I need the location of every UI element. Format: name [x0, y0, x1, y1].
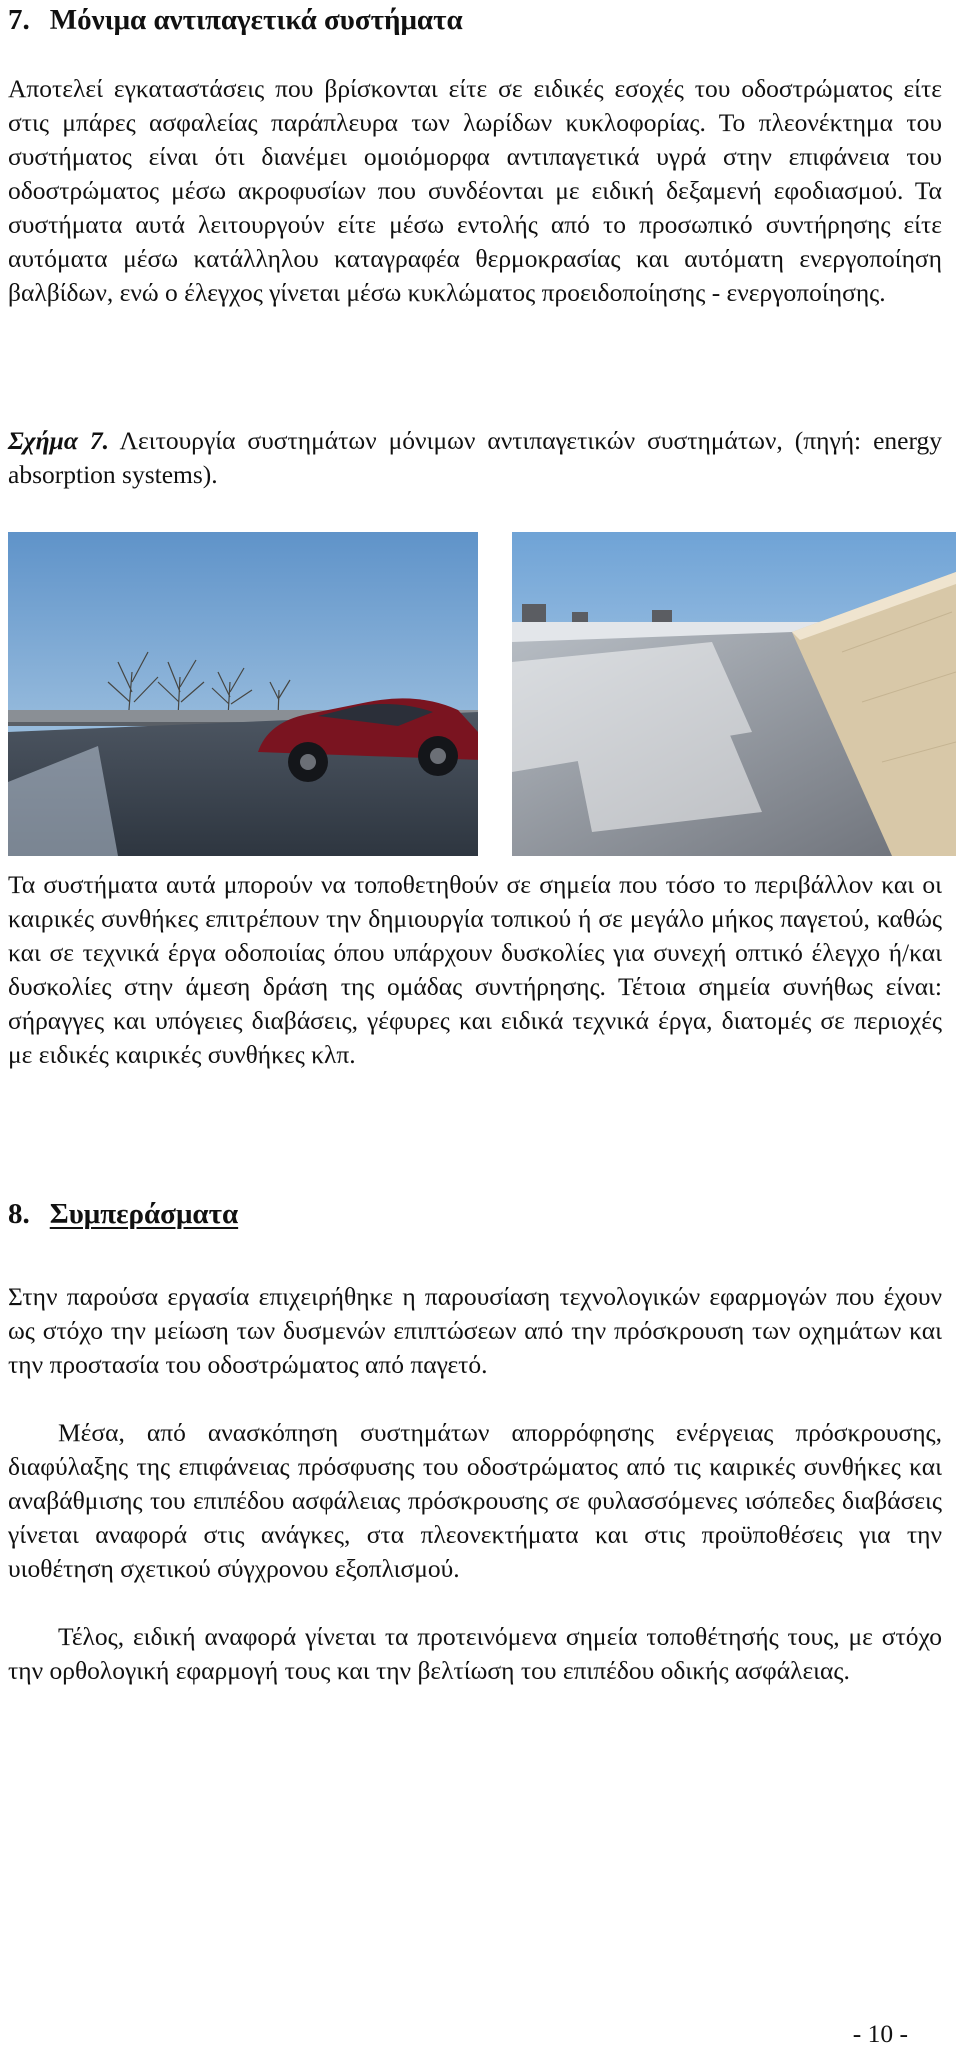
conclusion-paragraph-1: Στην παρούσα εργασία επιχειρήθηκε η παρουσίαση τεχνολογικών εφαρμογών που έχουν ως στόχο την μείωση των δυσμενών επιπτώσεων από την πρόσκρουση των οχημάτων και την προστασία του οδοστρώματος από παγετό. — [8, 1282, 942, 1379]
section-7-paragraph-block — [8, 72, 942, 310]
figure-caption — [8, 424, 942, 492]
section-7-title: Μόνιμα αντιπαγετικά συστήματα — [49, 4, 463, 36]
conclusion-paragraph-2-block — [8, 1416, 942, 1586]
conclusion-paragraph-3: Τέλος, ειδική αναφορά γίνεται τα προτεινόμενα σημεία τοποθέτησής τους, με στόχο την ορθολογική εφαρμογή τους και την βελτίωση του επιπέδου οδικής ασφάλειας. — [8, 1622, 942, 1685]
section-7-number: 7. — [8, 4, 30, 36]
highway-barrier-spray-photo — [512, 532, 956, 856]
section-7-paragraph-2-block — [8, 868, 942, 1072]
section-8-number: 8. — [8, 1198, 30, 1230]
page-number: - 10 - — [852, 2019, 908, 2048]
conclusion-paragraph-2: Μέσα, από ανασκόπηση συστημάτων απορρόφησης ενέργειας πρόσκρουσης, διαφύλαξης της επιφάνειας πρόσφυσης του οδοστρώματος από τις καιρικές συνθήκες και αναβάθμισης του επιπέδου ασφάλειας πρόσκρουσης σε φυλασσόμενες ισόπεδες διαβάσεις γίνεται αναφορά στις ανάγκες, στα πλεονεκτήματα και στις προϋποθέσεις για την υιοθέτηση σχετικού σύγχρονου εξοπλισμού. — [8, 1418, 942, 1583]
section-7-paragraph-2: Τα συστήματα αυτά μπορούν να τοποθετηθούν σε σημεία που τόσο το περιβάλλον και οι καιρικές συνθήκες επιτρέπουν την δημιουργία τοπικού ή σε μεγάλο μήκος παγετού, καθώς και σε τεχνικά έργα οδοποιίας όπου υπάρχουν δυσκολίες για συνεχή οπτικό έλεγχο ή/και δυσκολίες στην άμεση δράση της ομάδας συντήρησης. Τέτοια σημεία συνήθως είναι: σήραγγες και υπόγειες διαβάσεις, γέφυρες και ειδικά τεχνικά έργα, διατομές σε περιοχές με ειδικές καιρικές συνθήκες κλπ. — [8, 870, 942, 1069]
section-7-heading — [8, 2, 463, 38]
car-spraying-road-photo — [8, 532, 478, 856]
section-8-title: Συμπεράσματα — [49, 1198, 239, 1230]
conclusion-paragraph-1-block — [8, 1280, 942, 1382]
section-8-heading — [8, 1196, 238, 1232]
conclusion-paragraph-3-block — [8, 1620, 942, 1688]
figure-caption-text: Λειτουργία συστημάτων μόνιμων αντιπαγετικών συστημάτων, (πηγή: energy absorption systems). — [8, 426, 942, 489]
section-7-paragraph: Αποτελεί εγκαταστάσεις που βρίσκονται είτε σε ειδικές εσοχές του οδοστρώματος είτε στις μπάρες ασφαλείας παράπλευρα των λωρίδων κυκλοφορίας. Το πλεονέκτημα του συστήματος είναι ότι διανέμει ομοιόμορφα αντιπαγετικά υγρά στην επιφάνεια του οδοστρώματος μέσω ακροφυσίων που συνδέονται με ειδική δεξαμενή εφοδιασμού. Τα συστήματα αυτά λειτουργούν είτε μέσω εντολής από το προσωπικό συντήρησης είτε αυτόματα μέσω κατάλληλου καταγραφέα θερμοκρασίας και αυτόματη ενεργοποίηση βαλβίδων, ενώ ο έλεγχος γίνεται μέσω κυκλώματος προειδοποίησης - ενεργοποίησης. — [8, 74, 942, 307]
figure-caption-block — [8, 424, 942, 492]
figure-label: Σχήμα 7. — [8, 426, 109, 455]
